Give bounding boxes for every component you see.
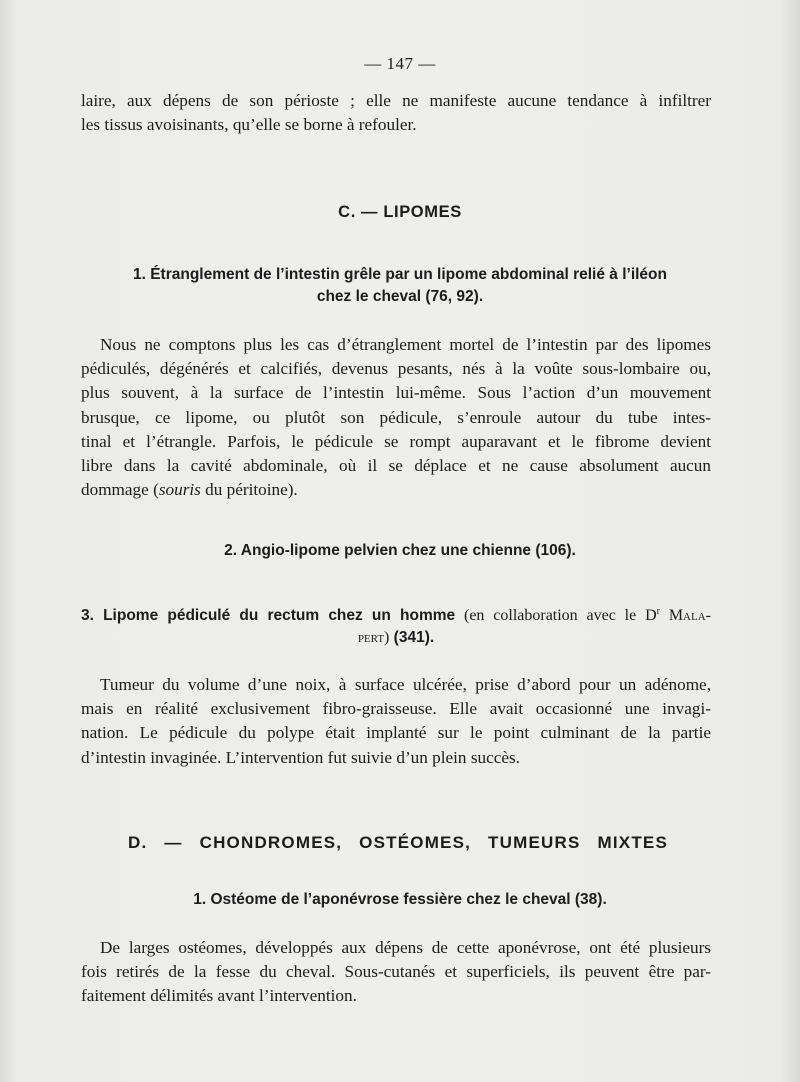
heading-line: 2. Angio-lipome pelvien chez une chienne (106). <box>224 542 576 559</box>
text-line: plus souvent, à la surface de l’intestin lui-même. Sous l’action d’un mouvement <box>81 383 711 403</box>
text-line: les tissus avoisinants, qu’elle se borne à refouler. <box>81 115 417 135</box>
text-line: pédiculés, dégénérés et calcifiés, devenus pesants, nés à la voûte sous-lombaire ou, <box>81 359 711 379</box>
heading-sup: r <box>656 606 660 617</box>
text-line: Nous ne comptons plus les cas d’étranglement mortel de l’intestin par des lipomes <box>100 335 711 354</box>
text-line: nation. Le pédicule du polype était implanté sur le point culminant de la partie <box>81 723 711 743</box>
continuation-paragraph <box>81 89 711 137</box>
text-line: tinal et l’étrangle. Parfois, le pédicule se rompt auparavant et le fibrome devient <box>81 431 711 451</box>
heading-bold: 3. Lipome pédiculé du rectum chez un homme <box>81 607 456 625</box>
heading-smallcaps: Mala- <box>659 607 711 625</box>
text-run: du péritoine). <box>200 480 298 500</box>
heading-bold: (341). <box>389 629 435 647</box>
section-c-item2-title <box>0 540 800 562</box>
text-line <box>81 478 711 502</box>
text-line: brusque, ce lipome, ou plutôt son pédicule, s’enroule autour du tube intes- <box>81 407 711 427</box>
italic-term: souris <box>158 480 201 500</box>
text-line: De larges ostéomes, développés aux dépens de cette aponévrose, ont été plusieurs <box>100 938 711 957</box>
heading-plain: ) <box>384 629 390 647</box>
heading-line: 1. Étranglement de l’intestin grêle par un lipome abdominal relié à l’iléon <box>132 266 667 283</box>
text-line: libre dans la cavité abdominale, où il se déplace et ne cause absolument aucun <box>81 456 711 476</box>
text-line: laire, aux dépens de son périoste ; elle ne manifeste aucune tendance à infiltrer <box>81 91 711 110</box>
section-c-item3-title <box>81 601 711 649</box>
heading-plain: (en collaboration avec le D <box>455 607 657 625</box>
page-number: — 147 — <box>364 54 436 73</box>
heading-smallcaps: pert <box>357 629 385 647</box>
section-d-item1-paragraph <box>81 936 711 1009</box>
section-d-item1-title <box>0 889 800 911</box>
heading-line <box>81 627 711 649</box>
section-c-title: C. — LIPOMES <box>338 203 462 221</box>
heading-line: chez le cheval (76, 92). <box>316 288 484 305</box>
section-c-item1-title <box>0 264 800 308</box>
text-line: d’intestin invaginée. L’intervention fut suivie d’un plein succès. <box>81 747 520 767</box>
heading-line <box>81 601 711 627</box>
text-line: faitement délimités avant l’intervention. <box>81 986 357 1006</box>
text-line: mais en réalité exclusivement fibro-graisseuse. Elle avait occasionné une invagi- <box>81 699 711 719</box>
section-c-item1-paragraph <box>81 333 711 502</box>
text-line: fois retirés de la fesse du cheval. Sous-cutanés et superficiels, ils peuvent être par- <box>81 962 711 982</box>
text-run: dommage ( <box>81 480 159 500</box>
text-line: Tumeur du volume d’une noix, à surface ulcérée, prise d’abord pour un adénome, <box>100 675 711 694</box>
heading-line: 1. Ostéome de l’aponévrose fessière chez le cheval (38). <box>193 891 607 908</box>
section-d-title: D. — CHONDROMES, OSTÉOMES, TUMEURS MIXTES <box>128 833 668 852</box>
section-c-item3-paragraph <box>81 673 711 770</box>
